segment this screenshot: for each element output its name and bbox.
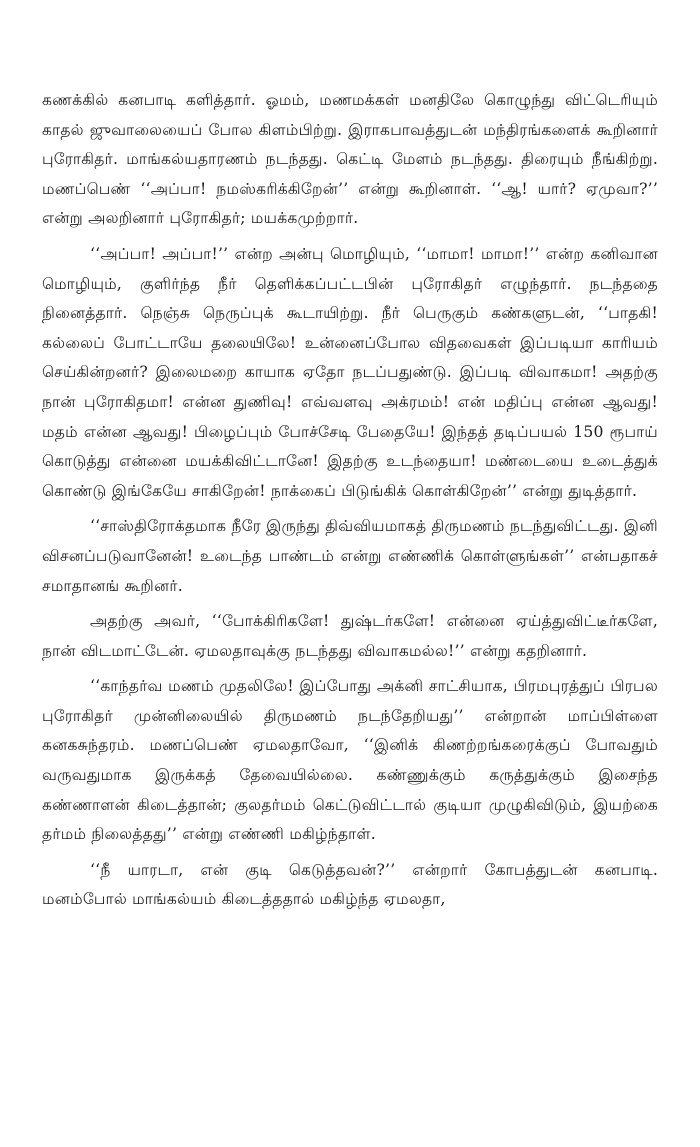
paragraph-4: அதற்கு அவர், ‘‘போக்கிரிகளே! துஷ்டர்களே! என்னை ஏய்த்துவிட்டீர்களே, நான் விடமாட்டேன். ஏமலதாவுக்கு நடந்தது விவாகமல்ல!’’ என்று கதறினார். [42,612,658,660]
paragraph-5: ‘‘காந்தர்வ மணம் முதலிலே! இப்போது அக்னி சாட்சியாக, பிரமபுரத்துப் பிரபல புரோகிதர் முன்னிலையில் திருமணம் நடந்தேறியது’’ என்றான் மாப்பிள்ளை கனகசுந்தரம். மணப்பெண் ஏமலதாவோ, ‘‘இனிக் கிணற்றங்கரைக்குப் போவதும் வருவதுமாக இருக்கத் தேவையில்லை. கண்ணுக்கும் கருத்துக்கும் இசைந்த கண்ணாளன் கிடைத்தான்; குலதர்மம் கெட்டுவிட்டால் குடியா முழுகிவிடும், இயற்கை தர்மம் நிலைத்தது’’ என்று எண்ணி மகிழ்ந்தாள். [42,677,658,844]
paragraph-1: கணக்கில் கனபாடி களித்தார். ஓமம், மணமக்கள் மனதிலே கொழுந்து விட்டெரியும் காதல் ஜுவாலையைப் போல கிளம்பிற்று. இராகபாவத்துடன் மந்திரங்களைக் கூறினார் புரோகிதர். மாங்கல்யதாரணம் நடந்தது. கெட்டி மேளம் நடந்தது. திரையும் நீங்கிற்று. மணப்பெண் ‘‘அப்பா! நமஸ்கரிக்கிறேன்’’ என்று கூறினாள். ‘‘ஆ! யார்? ஏமுவா?’’ என்று அலறினார் புரோகிதர்; மயக்கமுற்றார். [42,91,658,228]
paragraph-2: ‘‘அப்பா! அப்பா!’’ என்ற அன்பு மொழியும், ‘‘மாமா! மாமா!’’ என்ற கனிவான மொழியும், குளிர்ந்த நீர் தெளிக்கப்பட்டபின் புரோகிதர் எழுந்தார். நடந்ததை நினைத்தார். நெஞ்சு நெருப்புக் கூடாயிற்று. நீர் பெருகும் கண்களுடன், ‘‘பாதகி! கல்லைப் போட்டாயே தலையிலே! உன்னைப்போல விதவைகள் இப்படியா காரியம் செய்கின்றனர்? இலைமறை காயாக ஏதோ நடப்பதுண்டு. இப்படி விவாகமா! அதற்கு நான் புரோகிதமா! என்ன துணிவு! எவ்வளவு அக்ரமம்! என் மதிப்பு என்ன ஆவது! மதம் என்ன ஆவது! பிழைப்பும் போச்சேடி பேதையே! இந்தத் தடிப்பயல் 150 ரூபாய் கொடுத்து என்னை மயக்கிவிட்டானே! இதற்கு உடந்தையா! மண்டையை உடைத்துக் கொண்டு இங்கேயே சாகிறேன்! நாக்கைப் பிடுங்கிக் கொள்கிறேன்’’ என்று துடித்தார். [42,244,658,500]
paragraph-3: ‘‘சாஸ்திரோக்தமாக நீரே இருந்து திவ்வியமாகத் திருமணம் நடந்துவிட்டது. இனி விசனப்படுவானேன்! உடைந்த பாண்டம் என்று எண்ணிக் கொள்ளுங்கள்’’ என்பதாகச் சமாதானங் கூறினர். [42,517,658,595]
paragraph-6: ‘‘நீ யாரடா, என் குடி கெடுத்தவன்?’’ என்றார் கோபத்துடன் கனபாடி. மனம்போல் மாங்கல்யம் கிடைத்ததால் மகிழ்ந்த ஏமலதா, [42,860,658,909]
